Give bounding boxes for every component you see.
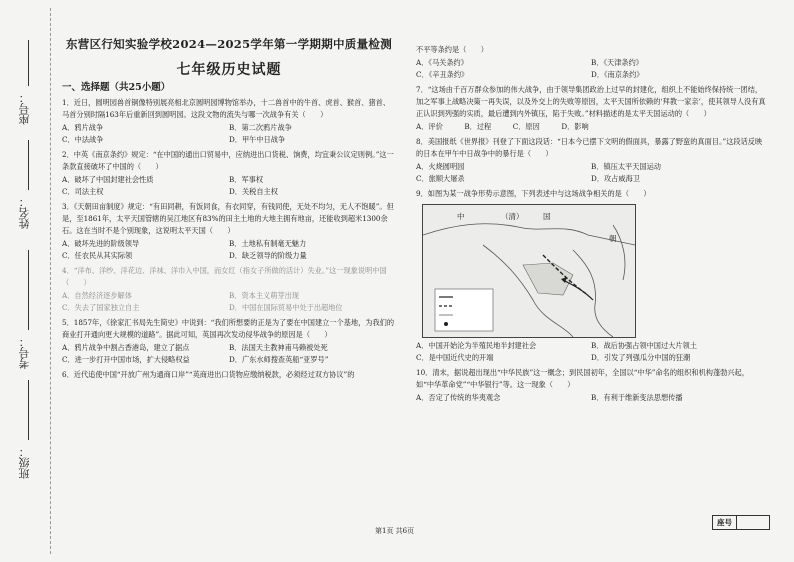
answer-option[interactable]: B．资本主义萌芽出现: [229, 291, 299, 300]
answer-option[interactable]: D．缺乏领导的阶级力量: [229, 251, 307, 260]
war-situation-map: [422, 204, 636, 338]
answer-option[interactable]: C．旅顺大屠杀: [416, 174, 465, 183]
q9-options: [416, 340, 766, 364]
answer-option[interactable]: C．《辛丑条约》: [416, 70, 469, 79]
answer-option[interactable]: A．中国开始沦为半殖民地半封建社会: [416, 341, 537, 350]
answer-option[interactable]: C．中法战争: [62, 135, 104, 144]
q10-options: [416, 392, 766, 404]
question-stem: 3．《天朝田亩制度》规定：“有田同耕，有饭同食，有衣同穿，有钱同使，无处不均匀，无人不饱暖”。但是，至1861年，太平天国管辖的吴江地区有83%的田主土地的大地主拥有地亩，还能收到超米1300余石。这在当时不是个别现象，这说明太平天国（ ）: [62, 202, 394, 235]
answer-option[interactable]: A．火烧圆明园: [416, 162, 465, 171]
question-stem: 9．如图为某一战争形势示意图，下列表述中与这场战争相关的是（ ）: [416, 189, 651, 198]
map-label-guo: 国: [543, 212, 551, 221]
exam-no-label: 考号：: [18, 336, 31, 369]
answer-option[interactable]: D．引发了列强瓜分中国的狂潮: [591, 353, 691, 362]
question-stem: 2．中英《南京条约》规定：“在中国的通出口贸易中，应纳进出口货税、饷费，均宜秉公议定则例。”这一条款直接破坏了中国的（ ）: [62, 150, 394, 171]
answer-option[interactable]: D．关税自主权: [229, 187, 278, 196]
right-question-list: [416, 44, 766, 200]
q10-stem: 10．清末，据说超出现出“中华民族”这一概念；到民国初年，全国以“中华”命名的组织和机构蓬勃兴起，如“中华革命党”“中华银行”等。这一现象（ ）: [416, 368, 749, 389]
answer-options: [62, 238, 396, 262]
question-item: [62, 317, 396, 366]
answer-option[interactable]: D．甲午中日战争: [229, 135, 286, 144]
answer-option[interactable]: B．第二次鸦片战争: [229, 123, 292, 132]
question-item: [416, 44, 766, 81]
question-item: [62, 97, 396, 146]
question-10: [416, 367, 766, 404]
question-item: [62, 201, 396, 262]
answer-option[interactable]: B．《天津条约》: [591, 58, 643, 67]
answer-option[interactable]: D．广东水师搜查英船“亚罗号”: [229, 355, 329, 364]
answer-option[interactable]: B．有利于维新变法思想传播: [591, 393, 683, 402]
answer-option[interactable]: A．破坏先进的阶级领导: [62, 239, 140, 248]
page-footer: 第1页 共6页: [375, 527, 415, 535]
right-column: [416, 0, 766, 404]
answer-option[interactable]: D．攻占威海卫: [591, 174, 640, 183]
answer-option[interactable]: A．《马关条约》: [416, 58, 468, 67]
subject-title: 七年级历史试题: [176, 62, 282, 78]
answer-options: [416, 121, 766, 133]
question-stem: 8．美国报纸《世界报》刊登了下面这段话：“日本今已摆下文明的假面具，暴露了野蛮的真面目。”这段话反映的日本在甲午中日战争中的暴行是（ ）: [416, 137, 763, 158]
question-item: [416, 136, 766, 185]
answer-option[interactable]: C．进一步打开中国市场，扩大侵略权益: [62, 355, 190, 364]
answer-option[interactable]: A．破坏了中国封建社会性质: [62, 175, 154, 184]
question-item: [62, 369, 396, 381]
map-label-korea: 朝: [609, 234, 617, 243]
answer-option[interactable]: B．军事权: [229, 175, 264, 184]
seat-box-label: 座号: [717, 518, 732, 527]
section-heading: 一、选择题（共25小题）: [62, 82, 171, 93]
answer-option[interactable]: D．中国在国际贸易中处于出超地位: [229, 303, 343, 312]
class-label: 班级：: [18, 446, 31, 479]
seat-box-blank[interactable]: [736, 516, 769, 529]
seat-label: 座号：: [18, 92, 31, 125]
binding-cut-line: [50, 8, 51, 554]
answer-option[interactable]: A．自然经济逐步解体: [62, 291, 132, 300]
answer-options: [416, 57, 766, 81]
answer-option[interactable]: C．失去了国家独立自主: [62, 303, 140, 312]
name-label: 姓名：: [18, 196, 31, 229]
answer-option[interactable]: A．鸦片战争中割占香港岛，建立了据点: [62, 343, 190, 352]
question-stem: 7．“这场由千百万群众参加的伟大战争，由于领导集团政治上过早的封建化，组织上不能始终保持统一团结，加之军事上战略决策一再失误，以及外交上的失败等原因，太平天国所依赖的‘拜教一家亲’，使其领导人没有真正认识到列强的实质，最后遭到内外镇压，陷于失败。”材料描述的是太平天国运动的（ ）: [416, 85, 766, 118]
answer-option[interactable]: B．法国天主教神甫马赖被处死: [229, 343, 328, 352]
question-stem: 5．1857年，《徐家汇书局先生简史》中说到：“我们所想要的正是为了要在中国建立一个基地，为我们的商业打开通向更大规模的道路”。据此可知，英国再次发动侵华战争的原因是（ ）: [62, 318, 395, 339]
answer-option[interactable]: D．《南京条约》: [591, 70, 644, 79]
question-item: [416, 84, 766, 133]
answer-option[interactable]: B．镇压太平天国运动: [591, 162, 661, 171]
answer-option[interactable]: A．评价 B．过程 C．原因 D．影响: [416, 122, 589, 131]
seat-line: [28, 40, 29, 86]
answer-options: [62, 290, 396, 314]
answer-options: [416, 161, 766, 185]
answer-options: [62, 122, 396, 146]
school-title: 东营区行知实验学校2024—2025学年第一学期期中质量检测: [65, 37, 392, 51]
answer-options: [62, 174, 396, 198]
answer-option[interactable]: C．任农民从其实际领: [62, 251, 133, 260]
answer-options: [62, 342, 396, 366]
question-stem: 6．近代追使中国“开放广州为通商口岸”“英商进出口货物应缴纳税款，必须经过双方协议”的: [62, 370, 355, 379]
answer-option[interactable]: B．战后协强占领中国过大片领土: [591, 341, 697, 350]
name-line: [28, 140, 29, 190]
map-label-china: 中: [457, 212, 465, 221]
class-line: [28, 380, 29, 440]
question-stem: 4．“洋布、洋纱、洋花边、洋袜、洋巾入中国，而女红（指女子所做的活计）失业。”这一现象说明中国（ ）: [62, 266, 387, 287]
exam-no-line: [28, 250, 29, 330]
map-drawing: [423, 205, 635, 337]
answer-option[interactable]: C．司法主权: [62, 187, 104, 196]
answer-option[interactable]: A．否定了传统的华夷观念: [416, 393, 501, 402]
seat-number-box: [712, 515, 770, 530]
answer-option[interactable]: A．鸦片战争: [62, 123, 104, 132]
map-label-qing: （清）: [501, 212, 524, 221]
answer-option[interactable]: C．是中国近代史的开端: [416, 353, 494, 362]
question-item: [416, 188, 766, 200]
question-item: [62, 265, 396, 314]
left-column: [62, 0, 396, 381]
question-stem: 1．近日，圆明园兽首铜像特别展亮相北京圆明园博物馆举办，十二兽首中的牛首、虎首、猴首、猪首、马首分别时隔163年后重新回到圆明园。这段文物的流失与哪一次战争有关（ ）: [62, 98, 391, 119]
answer-option[interactable]: B．土地私有制毫无魅力: [229, 239, 307, 248]
left-question-list: [62, 97, 396, 381]
question-item: [62, 149, 396, 198]
question-stem: 不平等条约是（ ）: [416, 45, 488, 54]
